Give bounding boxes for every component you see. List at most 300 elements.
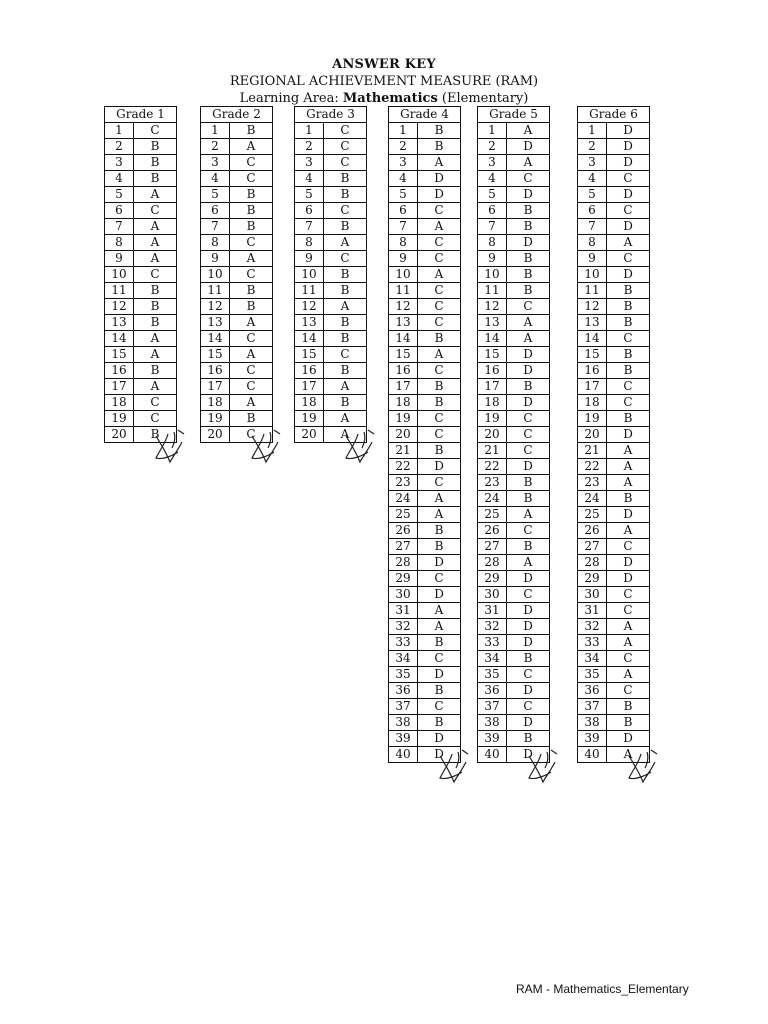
item-number: 17 — [295, 379, 324, 395]
table-row — [105, 123, 177, 139]
answer-cell: D — [607, 155, 650, 171]
answer-cell: D — [607, 731, 650, 747]
grade-header: Grade 3 — [295, 107, 367, 123]
table-row — [105, 283, 177, 299]
table-row — [478, 507, 550, 523]
table-row — [478, 683, 550, 699]
answer-cell: C — [607, 539, 650, 555]
item-number: 34 — [389, 651, 418, 667]
table-row — [478, 235, 550, 251]
item-number: 3 — [478, 155, 507, 171]
table-row — [578, 363, 650, 379]
item-number: 7 — [201, 219, 230, 235]
item-number: 38 — [389, 715, 418, 731]
answer-cell: C — [418, 363, 461, 379]
item-number: 6 — [578, 203, 607, 219]
answer-cell: C — [418, 299, 461, 315]
answer-cell: D — [418, 667, 461, 683]
answer-cell: B — [418, 123, 461, 139]
table-row — [478, 219, 550, 235]
answer-cell: A — [418, 219, 461, 235]
table-row — [389, 523, 461, 539]
assessment-name: REGIONAL ACHIEVEMENT MEASURE (RAM) — [229, 74, 539, 89]
answer-cell: B — [507, 539, 550, 555]
answer-cell: C — [418, 235, 461, 251]
item-number: 26 — [578, 523, 607, 539]
table-row — [389, 699, 461, 715]
item-number: 17 — [478, 379, 507, 395]
answer-table-grade-1 — [104, 106, 177, 443]
table-row — [578, 603, 650, 619]
answer-cell: C — [507, 523, 550, 539]
answer-cell: A — [607, 475, 650, 491]
table-row — [389, 539, 461, 555]
table-row — [578, 507, 650, 523]
answer-cell: A — [134, 347, 177, 363]
table-row — [105, 187, 177, 203]
table-row — [389, 123, 461, 139]
item-number: 26 — [389, 523, 418, 539]
handwritten-initials-icon — [338, 428, 380, 468]
answer-cell: B — [230, 123, 273, 139]
answer-cell: A — [418, 267, 461, 283]
answer-cell: A — [607, 459, 650, 475]
item-number: 20 — [389, 427, 418, 443]
answer-cell: B — [418, 683, 461, 699]
table-row — [105, 203, 177, 219]
answer-table-grade-3 — [294, 106, 367, 443]
answer-cell: A — [324, 235, 367, 251]
answer-cell: A — [418, 619, 461, 635]
item-number: 13 — [389, 315, 418, 331]
item-number: 22 — [578, 459, 607, 475]
answer-cell: A — [134, 331, 177, 347]
answer-cell: B — [134, 283, 177, 299]
table-row — [105, 219, 177, 235]
item-number: 19 — [578, 411, 607, 427]
item-number: 1 — [201, 123, 230, 139]
answer-cell: C — [607, 331, 650, 347]
item-number: 19 — [389, 411, 418, 427]
answer-cell: D — [418, 187, 461, 203]
item-number: 2 — [105, 139, 134, 155]
item-number: 39 — [478, 731, 507, 747]
table-row — [389, 251, 461, 267]
item-number: 13 — [478, 315, 507, 331]
answer-cell: A — [324, 411, 367, 427]
table-row — [201, 363, 273, 379]
table-row — [478, 267, 550, 283]
item-number: 2 — [478, 139, 507, 155]
item-number: 4 — [389, 171, 418, 187]
table-row — [578, 219, 650, 235]
item-number: 10 — [295, 267, 324, 283]
grade-header: Grade 1 — [105, 107, 177, 123]
item-number: 37 — [478, 699, 507, 715]
item-number: 3 — [578, 155, 607, 171]
item-number: 19 — [201, 411, 230, 427]
table-row — [105, 331, 177, 347]
grade-header: Grade 5 — [478, 107, 550, 123]
item-number: 18 — [201, 395, 230, 411]
answer-cell: C — [324, 347, 367, 363]
item-number: 12 — [389, 299, 418, 315]
item-number: 16 — [105, 363, 134, 379]
item-number: 9 — [201, 251, 230, 267]
item-number: 20 — [201, 427, 230, 443]
item-number: 10 — [578, 267, 607, 283]
answer-cell: B — [607, 363, 650, 379]
answer-cell: B — [230, 187, 273, 203]
table-row — [578, 459, 650, 475]
item-number: 12 — [478, 299, 507, 315]
answer-cell: A — [134, 251, 177, 267]
answer-cell: B — [230, 299, 273, 315]
item-number: 2 — [389, 139, 418, 155]
table-row — [578, 171, 650, 187]
item-number: 37 — [578, 699, 607, 715]
table-row — [478, 635, 550, 651]
item-number: 28 — [389, 555, 418, 571]
item-number: 24 — [578, 491, 607, 507]
table-row — [389, 587, 461, 603]
table-row — [578, 203, 650, 219]
item-number: 7 — [478, 219, 507, 235]
item-number: 38 — [578, 715, 607, 731]
table-row — [478, 603, 550, 619]
table-row — [105, 171, 177, 187]
answer-cell: A — [607, 635, 650, 651]
answer-cell: A — [507, 331, 550, 347]
item-number: 18 — [478, 395, 507, 411]
item-number: 25 — [578, 507, 607, 523]
answer-cell: B — [230, 203, 273, 219]
answer-cell: D — [507, 619, 550, 635]
table-row — [295, 283, 367, 299]
table-row — [201, 299, 273, 315]
table-row — [478, 699, 550, 715]
answer-table — [104, 106, 177, 443]
table-row — [389, 443, 461, 459]
table-row — [578, 475, 650, 491]
item-number: 9 — [578, 251, 607, 267]
answer-cell: B — [607, 699, 650, 715]
item-number: 28 — [478, 555, 507, 571]
table-row — [201, 219, 273, 235]
table-row — [578, 251, 650, 267]
answer-cell: B — [324, 331, 367, 347]
table-row — [478, 715, 550, 731]
answer-cell: C — [507, 667, 550, 683]
item-number: 27 — [478, 539, 507, 555]
item-number: 20 — [578, 427, 607, 443]
table-row — [478, 539, 550, 555]
answer-cell: A — [230, 139, 273, 155]
table-row — [295, 379, 367, 395]
answer-cell: A — [134, 187, 177, 203]
table-row — [478, 123, 550, 139]
item-number: 7 — [578, 219, 607, 235]
answer-cell: C — [134, 395, 177, 411]
table-row — [389, 299, 461, 315]
item-number: 5 — [105, 187, 134, 203]
table-row — [478, 171, 550, 187]
item-number: 3 — [389, 155, 418, 171]
table-row — [389, 651, 461, 667]
item-number: 11 — [478, 283, 507, 299]
answer-cell: C — [607, 587, 650, 603]
item-number: 21 — [478, 443, 507, 459]
answer-cell: C — [607, 379, 650, 395]
item-number: 8 — [295, 235, 324, 251]
answer-cell: D — [507, 715, 550, 731]
answer-cell: A — [507, 123, 550, 139]
answer-cell: B — [607, 299, 650, 315]
answer-cell: B — [607, 715, 650, 731]
table-row — [295, 411, 367, 427]
answer-cell: A — [324, 379, 367, 395]
item-number: 11 — [201, 283, 230, 299]
item-number: 5 — [201, 187, 230, 203]
item-number: 24 — [478, 491, 507, 507]
answer-cell: C — [324, 203, 367, 219]
item-number: 16 — [201, 363, 230, 379]
answer-cell: D — [507, 235, 550, 251]
answer-cell: B — [607, 411, 650, 427]
table-row — [389, 683, 461, 699]
answer-table — [577, 106, 650, 763]
table-row — [389, 219, 461, 235]
answer-cell: C — [230, 379, 273, 395]
table-row — [389, 235, 461, 251]
answer-cell: B — [324, 395, 367, 411]
table-row — [389, 283, 461, 299]
item-number: 6 — [295, 203, 324, 219]
item-number: 12 — [105, 299, 134, 315]
item-number: 14 — [578, 331, 607, 347]
item-number: 4 — [478, 171, 507, 187]
table-row — [478, 315, 550, 331]
item-number: 36 — [578, 683, 607, 699]
table-row — [201, 251, 273, 267]
answer-cell: B — [324, 219, 367, 235]
item-number: 35 — [478, 667, 507, 683]
item-number: 31 — [478, 603, 507, 619]
item-number: 14 — [295, 331, 324, 347]
table-row — [201, 171, 273, 187]
grade-header: Grade 2 — [201, 107, 273, 123]
item-number: 26 — [478, 523, 507, 539]
item-number: 2 — [295, 139, 324, 155]
table-row — [201, 315, 273, 331]
item-number: 10 — [389, 267, 418, 283]
item-number: 20 — [478, 427, 507, 443]
item-number: 23 — [478, 475, 507, 491]
table-row — [295, 267, 367, 283]
table-row — [201, 203, 273, 219]
answer-cell: D — [507, 747, 550, 763]
answer-cell: C — [418, 315, 461, 331]
table-row — [201, 187, 273, 203]
table-row — [389, 491, 461, 507]
table-row — [295, 315, 367, 331]
answer-cell: B — [607, 283, 650, 299]
answer-cell: C — [418, 411, 461, 427]
table-row — [389, 603, 461, 619]
table-row — [578, 299, 650, 315]
answer-cell: C — [230, 155, 273, 171]
table-row — [478, 651, 550, 667]
table-row — [389, 267, 461, 283]
item-number: 37 — [389, 699, 418, 715]
item-number: 33 — [389, 635, 418, 651]
item-number: 27 — [389, 539, 418, 555]
item-number: 3 — [105, 155, 134, 171]
table-row — [478, 491, 550, 507]
answer-cell: A — [230, 347, 273, 363]
answer-cell: D — [507, 459, 550, 475]
item-number: 15 — [201, 347, 230, 363]
item-number: 32 — [478, 619, 507, 635]
item-number: 1 — [578, 123, 607, 139]
answer-cell: C — [507, 411, 550, 427]
table-row — [295, 251, 367, 267]
item-number: 10 — [478, 267, 507, 283]
answer-cell: D — [607, 219, 650, 235]
item-number: 29 — [578, 571, 607, 587]
table-row — [478, 331, 550, 347]
item-number: 9 — [105, 251, 134, 267]
item-number: 16 — [389, 363, 418, 379]
answer-cell: B — [324, 267, 367, 283]
item-number: 11 — [578, 283, 607, 299]
item-number: 14 — [201, 331, 230, 347]
answer-cell: C — [507, 299, 550, 315]
answer-cell: C — [607, 683, 650, 699]
answer-key-title: ANSWER KEY — [332, 57, 436, 72]
table-row — [295, 235, 367, 251]
answer-table — [294, 106, 367, 443]
answer-cell: A — [607, 443, 650, 459]
item-number: 8 — [478, 235, 507, 251]
table-row — [105, 363, 177, 379]
item-number: 7 — [105, 219, 134, 235]
item-number: 19 — [478, 411, 507, 427]
answer-cell: A — [507, 155, 550, 171]
answer-cell: D — [607, 427, 650, 443]
table-row — [578, 555, 650, 571]
answer-cell: A — [607, 747, 650, 763]
answer-cell: D — [607, 571, 650, 587]
answer-cell: A — [230, 395, 273, 411]
item-number: 15 — [389, 347, 418, 363]
table-row — [389, 411, 461, 427]
item-number: 16 — [295, 363, 324, 379]
item-number: 32 — [578, 619, 607, 635]
item-number: 4 — [295, 171, 324, 187]
item-number: 6 — [201, 203, 230, 219]
answer-cell: C — [507, 171, 550, 187]
item-number: 25 — [478, 507, 507, 523]
answer-cell: A — [418, 491, 461, 507]
table-row — [105, 411, 177, 427]
table-row — [295, 395, 367, 411]
item-number: 5 — [295, 187, 324, 203]
table-row — [295, 123, 367, 139]
item-number: 40 — [478, 747, 507, 763]
table-row — [389, 171, 461, 187]
answer-cell: D — [507, 603, 550, 619]
answer-cell: B — [418, 139, 461, 155]
item-number: 10 — [105, 267, 134, 283]
table-row — [105, 347, 177, 363]
answer-cell: C — [418, 427, 461, 443]
item-number: 21 — [578, 443, 607, 459]
table-row — [295, 171, 367, 187]
item-number: 27 — [578, 539, 607, 555]
item-number: 30 — [389, 587, 418, 603]
item-number: 28 — [578, 555, 607, 571]
answer-cell: D — [607, 123, 650, 139]
table-row — [105, 251, 177, 267]
table-row — [295, 187, 367, 203]
answer-cell: B — [134, 171, 177, 187]
grade-header: Grade 6 — [578, 107, 650, 123]
table-row — [389, 347, 461, 363]
item-number: 6 — [105, 203, 134, 219]
table-row — [201, 331, 273, 347]
answer-cell: B — [507, 219, 550, 235]
table-row — [389, 203, 461, 219]
table-row — [295, 155, 367, 171]
table-row — [578, 395, 650, 411]
table-row — [389, 667, 461, 683]
table-row — [578, 635, 650, 651]
item-number: 9 — [295, 251, 324, 267]
table-row — [578, 619, 650, 635]
item-number: 21 — [389, 443, 418, 459]
table-row — [105, 139, 177, 155]
table-row — [478, 395, 550, 411]
table-row — [478, 571, 550, 587]
answer-cell: B — [230, 283, 273, 299]
answer-cell: A — [507, 507, 550, 523]
item-number: 40 — [389, 747, 418, 763]
answer-cell: C — [607, 395, 650, 411]
answer-cell: C — [324, 155, 367, 171]
table-row — [478, 203, 550, 219]
table-row — [478, 411, 550, 427]
table-row — [578, 523, 650, 539]
table-row — [478, 251, 550, 267]
answer-cell: B — [418, 443, 461, 459]
table-row — [478, 619, 550, 635]
item-number: 30 — [578, 587, 607, 603]
table-row — [201, 235, 273, 251]
answer-cell: C — [607, 251, 650, 267]
item-number: 40 — [578, 747, 607, 763]
table-row — [389, 731, 461, 747]
item-number: 10 — [201, 267, 230, 283]
table-row — [578, 283, 650, 299]
table-row — [578, 571, 650, 587]
table-row — [478, 459, 550, 475]
answer-cell: D — [507, 363, 550, 379]
table-row — [578, 699, 650, 715]
item-number: 32 — [389, 619, 418, 635]
table-row — [295, 347, 367, 363]
table-row — [389, 139, 461, 155]
